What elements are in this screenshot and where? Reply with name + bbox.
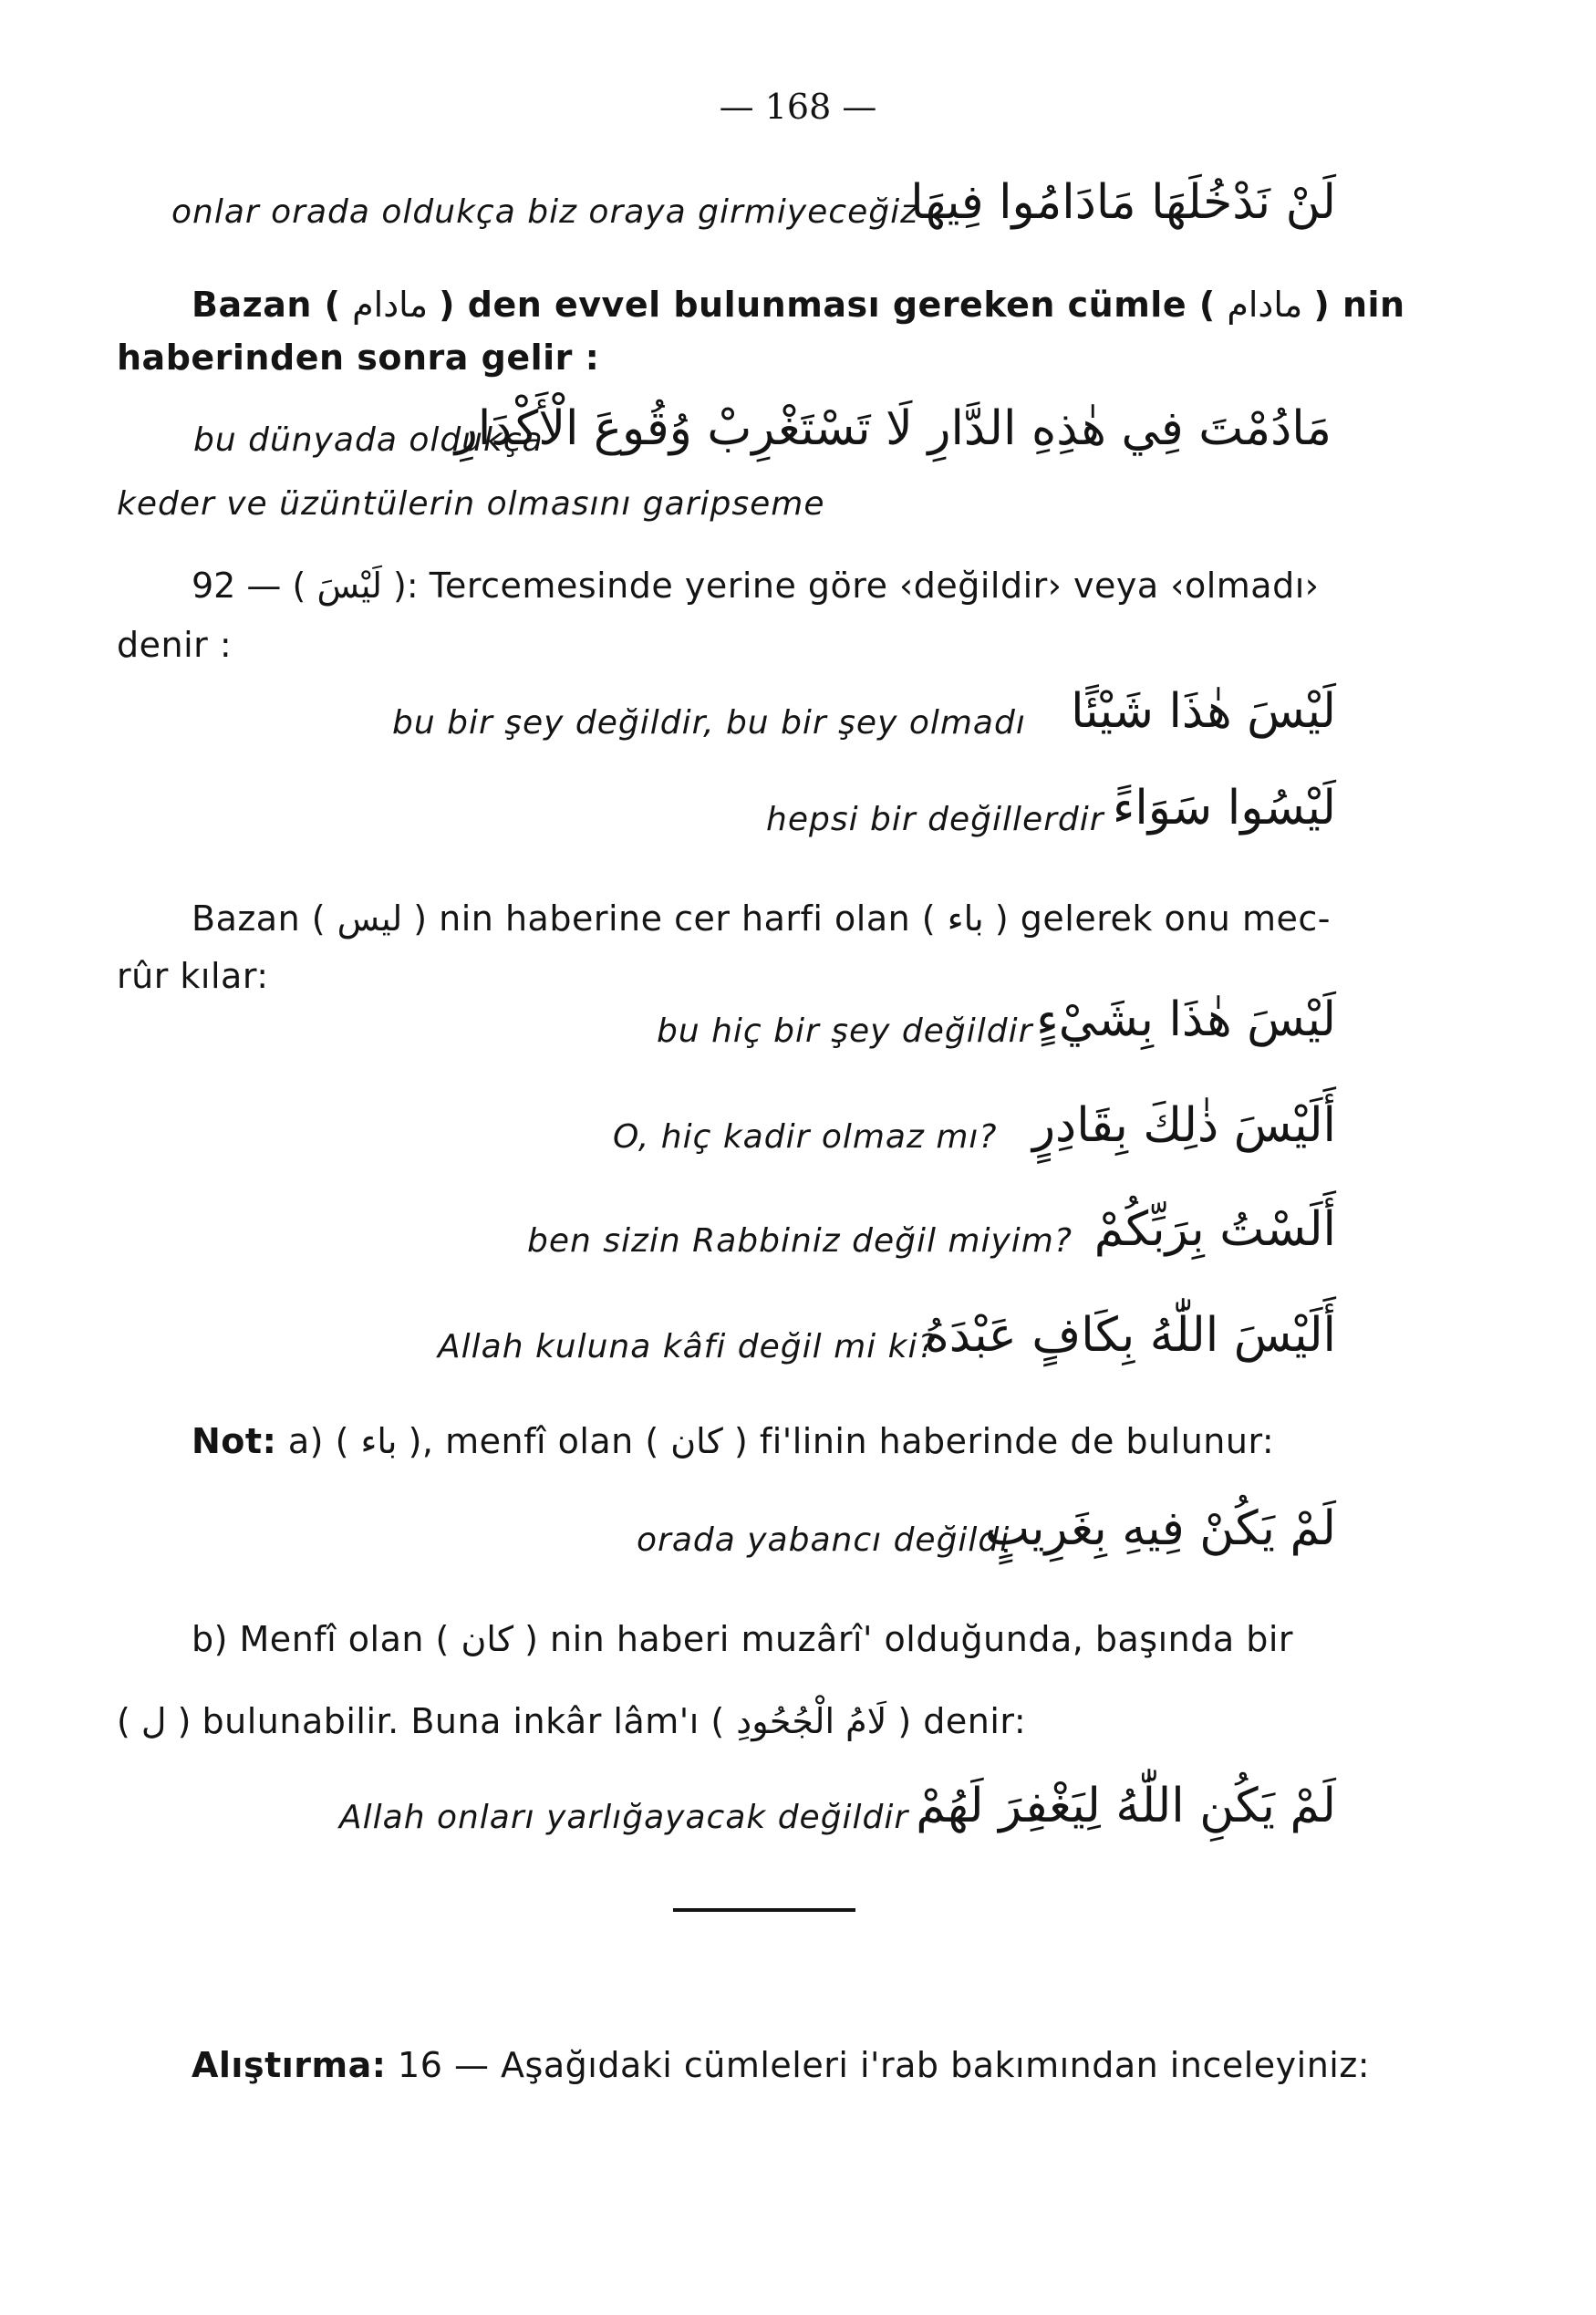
text-segment: ), menfî olan ( [408, 1421, 659, 1461]
page-number: — 168 — [719, 87, 877, 127]
text-segment: a) ( [287, 1421, 349, 1461]
example-translation: onlar orada oldukça biz oraya girmiyeceğiz [171, 193, 918, 231]
example-arabic: لَيْسَ هٰذَا شَيْئًا [1071, 684, 1336, 739]
paragraph-line: haberinden sonra gelir : [117, 337, 600, 378]
arabic-inline: مادام [352, 285, 429, 325]
text-segment: ): Tercemesinde yerine göre ‹değildir› veya ‹olmadı› [393, 566, 1320, 606]
note-label: Not: [192, 1421, 277, 1461]
example-arabic: لَمْ يَكُنْ فِيهِ بِغَرِيبٍ [984, 1501, 1336, 1556]
paragraph-line [192, 1619, 1293, 1659]
example-translation: ben sizin Rabbiniz değil miyim? [527, 1222, 1073, 1260]
text-segment: Bazan ( [192, 285, 341, 325]
exercise-label: Alıştırma: [192, 2045, 387, 2085]
text-segment: 92 — ( [192, 566, 306, 606]
example-arabic: لَيْسَ هٰذَا بِشَيْءٍ [1036, 992, 1336, 1047]
arabic-inline: لَامُ الْجُحُودِ [736, 1701, 887, 1741]
text-segment: b) Menfî olan ( [192, 1619, 450, 1659]
note-line [192, 1421, 1274, 1461]
section-divider [673, 1908, 855, 1912]
paragraph-line [117, 1701, 1026, 1741]
text-segment: ) nin haberi muzârî' olduğunda, başında bir [524, 1619, 1294, 1659]
section-heading [192, 566, 1319, 606]
arabic-inline: ليس [337, 898, 403, 939]
example-translation: bu hiç bir şey değildir [657, 1012, 1033, 1050]
example-arabic: مَادُمْتَ فِي هٰذِهِ الدَّارِ لَا تَسْتَغْرِبْ وُقُوعَ الْأَكْدَارِ [454, 401, 1332, 456]
arabic-inline: لَيْسَ [316, 566, 382, 606]
arabic-inline: باء [947, 898, 984, 939]
example-translation: bu dünyada oldukça [193, 421, 544, 459]
example-arabic: أَلَسْتُ بِرَبِّكُمْ [1093, 1202, 1336, 1257]
text-segment: ) denir: [897, 1701, 1027, 1741]
example-translation: orada yabancı değildi [637, 1521, 1010, 1559]
arabic-inline: ل [140, 1701, 167, 1741]
arabic-inline: كان [670, 1421, 723, 1461]
example-arabic: أَلَيْسَ ذٰلِكَ بِقَادِرٍ [1031, 1098, 1336, 1153]
paragraph-line [192, 898, 1331, 939]
text-segment: ) den evvel bulunması gereken cümle ( [439, 285, 1216, 325]
example-translation: O, hiç kadir olmaz mı? [613, 1118, 998, 1156]
arabic-inline: مادام [1227, 285, 1303, 325]
text-segment: ) gelerek onu mec- [994, 898, 1331, 939]
paragraph-line [192, 285, 1405, 325]
arabic-inline: كان [461, 1619, 514, 1659]
example-arabic: لَيْسُوا سَوَاءً [1112, 781, 1336, 836]
paragraph-line: denir : [117, 625, 233, 665]
example-arabic: لَمْ يَكُنِ اللّٰهُ لِيَغْفِرَ لَهُمْ [916, 1779, 1336, 1833]
paragraph-line: rûr kılar: [117, 956, 269, 996]
text-segment: ) nin haberine cer harfi olan ( [413, 898, 937, 939]
text-segment: ) nin [1313, 285, 1405, 325]
example-translation: Allah onları yarlığayacak değildir [339, 1799, 909, 1836]
example-translation: Allah kuluna kâfi değil mi ki? [438, 1328, 937, 1365]
text-segment: ) fi'linin haberinde de bulunur: [733, 1421, 1275, 1461]
example-arabic: أَلَيْسَ اللّٰهُ بِكَافٍ عَبْدَهُ [924, 1308, 1336, 1363]
example-arabic: لَنْ نَدْخُلَهَا مَادَامُوا فِيهَا [910, 175, 1336, 230]
exercise-text: 16 — Aşağıdaki cümleleri i'rab bakımından inceleyiniz: [398, 2045, 1371, 2085]
example-translation: hepsi bir değillerdir [766, 801, 1104, 838]
text-segment: Bazan ( [192, 898, 326, 939]
exercise-line [192, 2045, 1370, 2085]
example-translation: bu bir şey değildir, bu bir şey olmadı [392, 704, 1026, 742]
text-segment: ( [117, 1701, 130, 1741]
text-segment: ) bulunabilir. Buna inkâr lâm'ı ( [177, 1701, 725, 1741]
example-translation: keder ve üzüntülerin olmasını garipseme [117, 485, 825, 523]
arabic-inline: باء [360, 1421, 398, 1461]
